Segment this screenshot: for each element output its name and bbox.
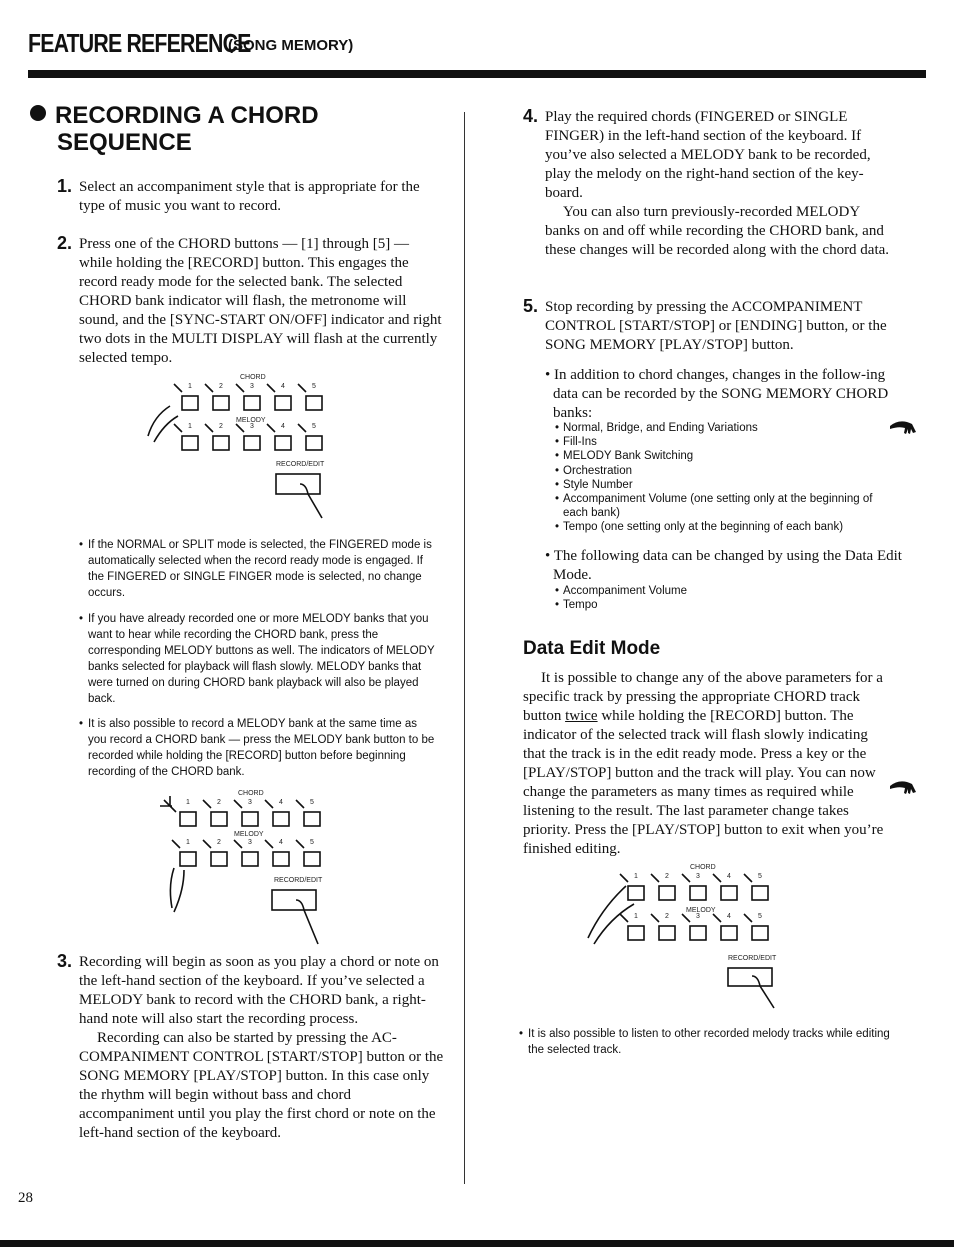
- svg-text:RECORD/EDIT: RECORD/EDIT: [728, 955, 777, 962]
- changes-intro: • In addition to chord changes, changes in the follow-ing data can be recorded by the SONG MEMORY CHORD banks:: [545, 367, 889, 421]
- step-number: 2.: [57, 233, 73, 253]
- button-number-label: 4: [281, 423, 285, 430]
- button-diagram-2: [150, 788, 380, 948]
- button-number-label: 5: [310, 839, 314, 846]
- button-diagram-1: [140, 372, 370, 522]
- button-number-label: 4: [279, 799, 283, 806]
- button-number-label: 1: [186, 839, 190, 846]
- step-number: 1.: [57, 176, 73, 196]
- step-number: 4.: [523, 106, 539, 126]
- step-number: 5.: [523, 296, 539, 316]
- svg-text:MELODY: MELODY: [686, 907, 716, 914]
- button-number-label: 5: [758, 913, 762, 920]
- section-title: RECORDING A CHORD SEQUENCE: [30, 102, 319, 156]
- step-text-2: You can also turn previously-recorded MELODY banks on and off while recording the CHORD bank, and these changes will be recorded along with the chord data.: [545, 204, 890, 258]
- button-number-label: 3: [696, 913, 700, 920]
- header-rule: [28, 70, 926, 78]
- bullet-dot-icon: [30, 105, 46, 121]
- button-number-label: 2: [665, 873, 669, 880]
- changes-list: [555, 421, 900, 535]
- button-number-label: 2: [217, 799, 221, 806]
- list-item: • Tempo (one setting only at the beginning of each bank): [555, 520, 900, 534]
- button-number-label: 1: [188, 423, 192, 430]
- note-2: • If you have already recorded one or more MELODY banks that you want to hear while recording the CHORD bank, press the corresponding MELODY buttons as well. The indicators of MELODY banks selected for playback will flash slowly. MELODY banks that were turned on during CHORD bank playback will also be played back.: [79, 613, 435, 705]
- step-2: [57, 233, 444, 368]
- button-number-label: 2: [665, 913, 669, 920]
- melody-buttons: [148, 406, 322, 450]
- button-diagram-3: [582, 862, 812, 1012]
- header-title: FEATURE REFERENCE: [28, 28, 251, 58]
- button-number-label: 5: [312, 423, 316, 430]
- step-1: [57, 176, 444, 216]
- svg-text:RECORD/EDIT: RECORD/EDIT: [274, 877, 323, 884]
- note-3: • It is also possible to record a MELODY bank at the same time as you record a CHORD bank — press the MELODY bank button to be recorded while holding the [RECORD] button before beginning recording of the CHORD bank.: [79, 718, 435, 778]
- svg-text:MELODY: MELODY: [236, 417, 266, 424]
- chord-buttons: [174, 384, 322, 410]
- button-number-label: 1: [634, 873, 638, 880]
- note-4: • It is also possible to listen to other recorded melody tracks while editing the selected track.: [519, 1028, 890, 1056]
- edit-intro: • The following data can be changed by using the Data Edit Mode.: [545, 548, 902, 583]
- list-item: • Tempo: [555, 598, 900, 612]
- button-number-label: 4: [279, 839, 283, 846]
- step-text: Select an accompaniment style that is appropriate for the type of music you want to record.: [79, 179, 420, 214]
- step-4: [523, 106, 897, 260]
- button-number-label: 2: [219, 423, 223, 430]
- button-number-label: 3: [696, 873, 700, 880]
- svg-text:CHORD: CHORD: [240, 374, 266, 381]
- button-number-label: 5: [310, 799, 314, 806]
- list-item: • Normal, Bridge, and Ending Variations: [555, 421, 900, 435]
- button-number-label: 4: [727, 913, 731, 920]
- step-text: Press one of the CHORD buttons — [1] through [5] — while holding the [RECORD] button. This engages the record ready mode for the selected bank. The selected CHORD bank indicator will flash, the metronome will sound, and the [SYNC-START ON/OFF] indicator and right two dots in the MULTI DISPLAY will flash at the currently selected tempo.: [79, 236, 442, 366]
- button-number-label: 5: [758, 873, 762, 880]
- page-header: [28, 28, 354, 59]
- header-subtitle: (SONG MEMORY): [228, 37, 354, 54]
- button-number-label: 1: [186, 799, 190, 806]
- page-number: 28: [18, 1190, 33, 1206]
- svg-text:CHORD: CHORD: [690, 864, 716, 871]
- list-item: • Style Number: [555, 478, 900, 492]
- column-divider: [464, 112, 465, 1184]
- step-number: 3.: [57, 951, 73, 971]
- button-number-label: 3: [248, 839, 252, 846]
- button-number-label: 5: [312, 383, 316, 390]
- list-item: • Accompaniment Volume (one setting only at the beginning of each bank): [555, 492, 900, 520]
- button-number-label: 3: [248, 799, 252, 806]
- pointing-hand-icon: [888, 778, 918, 798]
- step-5: [523, 296, 897, 355]
- record-button: [276, 474, 322, 518]
- footer-rule: [0, 1240, 954, 1247]
- button-number-label: 1: [188, 383, 192, 390]
- button-number-label: 4: [281, 383, 285, 390]
- step-text-2: Recording can also be started by pressing the AC-COMPANIMENT CONTROL [START/STOP] button or the SONG MEMORY [PLAY/STOP] button. In this case only the rhythm will begin without bass and chord accompaniment until you play the first chord or note on the left-hand section of the keyboard.: [79, 1030, 444, 1141]
- list-item: • Fill-Ins: [555, 435, 900, 449]
- note-1: • If the NORMAL or SPLIT mode is selected, the FINGERED mode is automatically selected when the record ready mode is engaged. If the FINGERED or SINGLE FINGER mode is selected, no change occurs.: [79, 539, 432, 599]
- data-edit-paragraph: It is possible to change any of the above parameters for a specific track by pressing the appropriate CHORD track button twice while holding the [RECORD] button. The indicator of the selected track will flash slowly indicating that the track is in the edit ready mode. Press a key or the [PLAY/STOP] button and the track will play. You can now change the parameters as many times as required while listening to the result. The last parameter change takes priority. Press the [PLAY/STOP] button to exit when you’re finished editing.: [523, 670, 884, 857]
- svg-text:CHORD: CHORD: [238, 790, 264, 797]
- svg-text:RECORD/EDIT: RECORD/EDIT: [276, 461, 325, 468]
- edit-list: [555, 584, 900, 612]
- button-number-label: 2: [217, 839, 221, 846]
- step-3: [57, 951, 444, 1143]
- data-edit-heading: Data Edit Mode: [523, 638, 661, 659]
- button-number-label: 3: [250, 423, 254, 430]
- step-text: Stop recording by pressing the ACCOMPANIMENT CONTROL [START/STOP] or [ENDING] button, or the SONG MEMORY [PLAY/STOP] button.: [545, 299, 887, 353]
- button-number-label: 2: [219, 383, 223, 390]
- button-number-label: 3: [250, 383, 254, 390]
- svg-text:MELODY: MELODY: [234, 831, 264, 838]
- button-number-label: 4: [727, 873, 731, 880]
- step-text: Recording will begin as soon as you play a chord or note on the left-hand section of the keyboard. If you’ve selected a MELODY bank to record with the CHORD bank, a right-hand note will also start the recording process.: [79, 954, 439, 1027]
- pointing-hand-icon: [888, 418, 918, 438]
- list-item: • MELODY Bank Switching: [555, 449, 900, 463]
- button-number-label: 1: [634, 913, 638, 920]
- list-item: • Accompaniment Volume: [555, 584, 900, 598]
- step-text: Play the required chords (FINGERED or SINGLE FINGER) in the left-hand section of the keyboard. If you’ve also selected a MELODY bank to be recorded, play the melody on the right-hand section of the key-board.: [545, 109, 871, 201]
- list-item: • Orchestration: [555, 464, 900, 478]
